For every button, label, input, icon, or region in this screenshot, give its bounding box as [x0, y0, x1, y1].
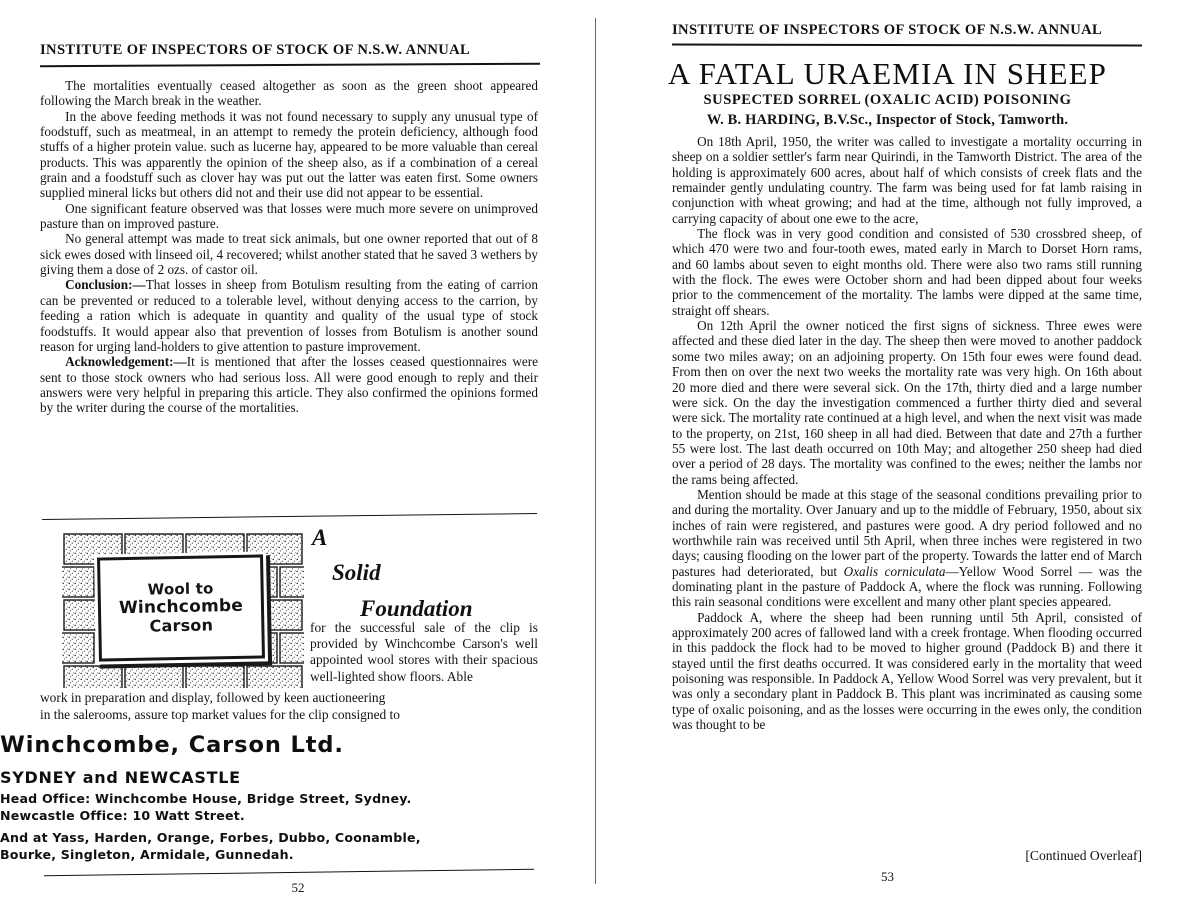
acknowledgement-text: It is mentioned that after the losses ceased questionnaires were sent to those stock owners who had serious loss. All were good enough to reply and their answers were very helpful in preparing this article. They also confirmed the opinions formed by the writer during the course of the mortalities. [40, 354, 538, 416]
article-subtitle: SUSPECTED SORREL (OXALIC ACID) POISONING [703, 92, 1072, 108]
seasonal-text-b: —Yellow Wood Sorrel — was the dominating plant in the pasture of Paddock A, where the flock was running. Following this rain seasonal conditions were excellent and many other plant species appeared. [672, 563, 1143, 610]
folio-right: 53 [881, 869, 894, 884]
paragraph: The flock was in very good condition and consisted of 530 crossbred sheep, of which 470 were two and four-tooth ewes, mated early in March to Dorset Horn rams, and 60 lambs about seven to eight months old. There were also two rams still running with the flock. The ewes were October shorn and had been dipped about four weeks prior to the commencement of the mortality. The lambs were dipped at the same time, straight off shears. [672, 226, 1142, 318]
paragraph: On 18th April, 1950, the writer was called to investigate a mortality occurring in sheep on a soldier settler's farm near Quirindi, in the Tamworth District. The area of the holding is approximately 600 acres, about half of which consists of creek flats and the remainder gently undulating country. The farm was being used for fat lamb raising in conjunction with wheat growing; and had at the time, although not fully improved, a carrying capacity of about one ewe to the acre, [672, 134, 1142, 226]
page-left: INSTITUTE OF INSPECTORS OF STOCK OF N.S.W. ANNUAL The mortalities eventually ceased altogether as soon as the green shoot appeared following the March break in the weather. In the above feeding methods it was not found necessary to supply any unusual type of foodstuff, such as meatmeal, in an attempt to remedy the protein deficiency, although food stuffs of a higher protein value. such as lucerne hay, appeared to be more valuable than cereal products. This was apparently the opinion of the sheep also, as if a combination of a cereal grain and a foodstuff such as clover hay was put out the latter was eaten first. Some owners supplied mineral licks but others did not and their use did not appear to be essential. One significant feature observed was that losses were much more severe on unimproved pasture than on improved pasture. No general attempt was made to treat sick animals, but one owner reported that out of 8 sick ewes dosed with linseed oil, 4 recovered; whilst another stated that he saved 3 wethers by giving them a dose of 2 ozs. of castor oil. Conclusion:—That losses in sheep from Botulism resulting from the eating of carrion can be prevented or reduced to a tolerable level, without denying access to the carrion, by feeding a ration which is adequate in quantity and quality of the usual type of stock foodstuffs. It would appear also that prevention of losses from Botulism is another sound reason for urging land-holders to give attention to pasture improvement. Acknowledgement:—It is mentioned that after the losses ceased questionnaires were sent to those stock owners who had serious loss. All were good enough to reply and their answers were very helpful in preparing this article. They also confirmed the opinions formed by the writer during the course of the mortalities. Wool to Winchcombe Carson A Solid Foundation for the successful sale of the clip is provided by Winchcombe Carson's well appointed wool stores with their spacious well-lighted show floors. Able work in preparation and display, followed by keen auctioneering in the salerooms, assure top market values for the clip consigned to Winchcombe, Carson Ltd. SYDNEY and NEWCASTLE Head Office: Winchcombe House, Bridge Street, Sydney. Newcastle Office: 10 Watt Street. And at Yass, Harden, Orange, Forbes, Dubbo, Coonamble, Bourke, Singleton, Armidale, Gunnedah. 52 [0, 0, 596, 900]
paragraph: Paddock A, where the sheep had been running until 5th April, consisted of approximately 200 acres of fallowed land with a creek frontage. When flooding occurred in this paddock the flock had to be moved to higher ground (Paddock B) and there it stayed until the first deaths occurred. It was considered early in the mortality that weed poisoning was responsible. In Paddock A, Yellow Wood Sorrel was very prevalent, but it was only a secondary plant in Paddock B. This plant was incriminated as causing some type of oxalic poisoning, and as the losses were occurring in the ewes only, the condition was thought to be [672, 609, 1142, 733]
folio-left: 52 [291, 880, 305, 895]
ad-logo-plaque [97, 554, 265, 661]
ad-copy-narrow: for the successful sale of the clip is provided by Winchcombe Carson's well appointed wool stores with their spacious well-lighted show floors. Able [310, 620, 538, 684]
left-column-body [40, 78, 538, 416]
ad-copy-wide [40, 690, 540, 723]
seasonal-text-a: Mention should be made at this stage of the seasonal conditions prevailing prior to and during the mortality. Over January and up to the middle of February, 1950, about six inches of rain were registered, and pastures were good. A dry period followed and no worthwhile rain was received until 5th April, when three inches were registered in two days; causing flooding on the lower part of the property. Towards the latter end of March pastures had deteriorated, but [672, 486, 1142, 579]
paragraph: One significant feature observed was that losses were much more severe on unimproved pasture than on improved pasture. [40, 200, 538, 232]
conclusion-text: That losses in sheep from Botulism resulting from the eating of carrion can be prevented or reduced to a tolerable level, without denying access to the carrion, by feeding a ration which is adequate in quantity and quality of the usual type of stock foodstuffs. It would appear also that prevention of losses from Botulism is another sound reason for urging land-holders to give attention to pasture improvement. [40, 277, 538, 354]
ad-bottom-rule [44, 869, 534, 876]
running-head-left: INSTITUTE OF INSPECTORS OF STOCK OF N.S.W. ANNUAL [40, 42, 471, 58]
right-column-body [672, 134, 1142, 732]
species-name-italic: Oxalis corniculata [843, 563, 946, 579]
header-rule-left [40, 63, 540, 67]
header-rule-right [672, 44, 1142, 47]
continued-overleaf-note: [Continued Overleaf] [1025, 848, 1142, 863]
ad-top-rule [42, 513, 537, 520]
running-head-right: INSTITUTE OF INSPECTORS OF STOCK OF N.S.W. ANNUAL [672, 22, 1103, 38]
article-author: W. B. HARDING, B.V.Sc., Inspector of Stock, Tamworth. [706, 112, 1069, 128]
ad-slogan-line-3: Foundation [360, 596, 473, 621]
paragraph: No general attempt was made to treat sick animals, but one owner reported that out of 8 sick ewes dosed with linseed oil, 4 recovered; whilst another stated that he saved 3 wethers by giving them a dose of 2 ozs. of castor oil. [40, 231, 538, 278]
paragraph-seasonal [672, 487, 1142, 610]
ad-illustration-brick-wall [62, 528, 304, 688]
page-right [596, 0, 1179, 900]
ad-slogan-line-2: Solid [332, 560, 381, 585]
logo-line-3: Carson [149, 615, 214, 636]
acknowledgement-label: Acknowledgement:— [65, 354, 187, 370]
paragraph: On 12th April the owner noticed the first signs of sickness. Three ewes were affected and these died later in the day. The sheep then were moved to another paddock some two miles away; on an adjoining property. On 15th four ewes were found dead. From then on over the next two weeks the mortality rate was very high. On 16th about 20 more died and there were several sick. On the 17th, thirty died and a large number were sick. On the day the investigation commenced a further thirty died and several were sick. The mortality rate continued at a high level, and when the next visit was made to the property, on 21st, 160 sheep in all had died. Between that date and 27th a further 55 were lost. The last death occurred on 10th May; and altogether 250 sheep had died over a period of 28 days. The mortality was confined to the ewes; neither the lambs nor the rams being affected. [672, 318, 1142, 487]
ad-slogan-line-1: A [312, 525, 328, 550]
logo-line-1: Wool to [147, 579, 214, 599]
conclusion-label: Conclusion:— [65, 277, 146, 293]
article-title: A FATAL URAEMIA IN SHEEP [668, 56, 1107, 91]
paragraph-acknowledgement [40, 354, 538, 415]
paragraph: In the above feeding methods it was not found necessary to supply any unusual type of foodstuff, such as meatmeal, in an attempt to remedy the protein deficiency, although food stuffs of a higher protein value. such as lucerne hay, appeared to be more valuable than cereal products. This was apparently the opinion of the sheep also, as if a combination of a cereal grain and a foodstuff such as clover hay was put out the latter was eaten first. Some owners supplied mineral licks but others did not and their use did not appear to be essential. [40, 108, 538, 201]
logo-line-2: Winchcombe [118, 595, 244, 619]
paragraph-conclusion [40, 277, 538, 354]
paragraph: The mortalities eventually ceased altogether as soon as the green shoot appeared following the March break in the weather. [40, 78, 538, 109]
ad-copy-wide-line-1: work in preparation and display, followed by keen auctioneering [40, 690, 386, 705]
ad-copy-wide-line-2: in the salerooms, assure top market values for the clip consigned to [40, 706, 400, 722]
